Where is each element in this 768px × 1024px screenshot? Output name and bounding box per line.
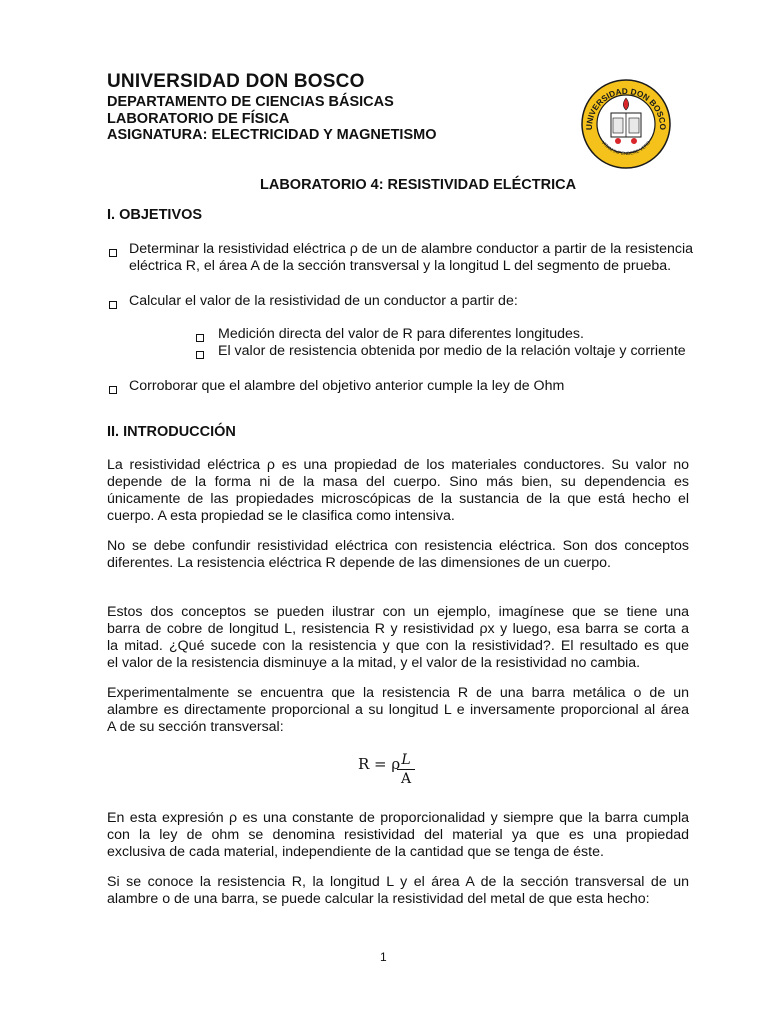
intro-p1-line: cuerpo. A esta propiedad se le clasifica como intensiva.	[107, 508, 455, 524]
formula-lhs: R = ρ	[358, 755, 401, 773]
intro-p5-line: con la ley de ohm se denomina resistividad del material ya que es una propiedad	[107, 827, 689, 843]
intro-p6-line: Si se conoce la resistencia R, la longitud L y el área A de la sección transversal de un	[107, 874, 689, 890]
bullet-square-icon	[196, 334, 204, 342]
intro-p1-line: La resistividad eléctrica ρ es una propiedad de los materiales conductores. Su valor no	[107, 457, 689, 473]
subject-name: ASIGNATURA: ELECTRICIDAD Y MAGNETISMO	[107, 127, 437, 143]
formula-numerator: L	[401, 752, 411, 768]
logo-text-top: UNIVERSIDAD DON BOSCO	[583, 85, 669, 131]
intro-p2-line: diferentes. La resistencia eléctrica R depende de las dimensiones de un cuerpo.	[107, 555, 611, 571]
university-logo	[580, 78, 672, 170]
intro-p5-line: En esta expresión ρ es una constante de proporcionalidad y siempre que la barra cumpla	[107, 810, 689, 826]
intro-p6-line: alambre o de una barra, se puede calcular la resistividad del metal de que esta hecho:	[107, 891, 650, 907]
department-name: DEPARTAMENTO DE CIENCIAS BÁSICAS	[107, 94, 394, 110]
intro-p3-line: Estos dos conceptos se pueden ilustrar con un ejemplo, imagínese que se tiene una	[107, 604, 689, 620]
objective-3: Corroborar que el alambre del objetivo anterior cumple la ley de Ohm	[129, 378, 565, 394]
bullet-square-icon	[109, 386, 117, 394]
lab-name: LABORATORIO DE FÍSICA	[107, 111, 290, 127]
bullet-square-icon	[109, 249, 117, 257]
objective-2-sub-2: El valor de resistencia obtenida por medio de la relación voltaje y corriente	[218, 343, 686, 359]
objectives-heading: I. OBJETIVOS	[107, 207, 203, 223]
objective-1-line-2: eléctrica R, el área A de la sección transversal y la longitud L del segmento de prueba.	[129, 258, 672, 274]
formula-fraction	[397, 752, 415, 787]
intro-p1-line: únicamente de las propiedades microscópicas de la sustancia de la que está hecho el	[107, 491, 689, 507]
objective-1-line-1: Determinar la resistividad eléctrica ρ de un de alambre conductor a partir de la resistencia	[129, 241, 694, 257]
bullet-square-icon	[109, 301, 117, 309]
logo-motto: VITAM IMPENDERE VERO	[600, 139, 652, 157]
intro-p4-line: A de su sección transversal:	[107, 719, 284, 735]
objective-2-sub-1: Medición directa del valor de R para diferentes longitudes.	[218, 326, 584, 342]
bullet-square-icon	[196, 351, 204, 359]
lab-title: LABORATORIO 4: RESISTIVIDAD ELÉCTRICA	[260, 177, 577, 193]
intro-p3-line: barra de cobre de longitud L, resistencia R y resistividad ρx y luego, esa barra se corta a	[107, 621, 689, 637]
intro-p1-line: depende de la forma ni de la masa del cuerpo. Sino más bien, su dependencia es	[107, 474, 689, 490]
introduction-heading: II. INTRODUCCIÓN	[107, 424, 236, 440]
intro-p3-line: el valor de la resistencia disminuye a la mitad, y el valor de la resistividad no cambia.	[107, 655, 641, 671]
intro-p5-line: exclusiva de cada material, independiente de la cantidad que se tenga de éste.	[107, 844, 604, 860]
intro-p4-line: Experimentalmente se encuentra que la resistencia R de una barra metálica o de un	[107, 685, 689, 701]
university-name: UNIVERSIDAD DON BOSCO	[107, 71, 365, 92]
page-number: 1	[380, 950, 387, 964]
objective-2: Calcular el valor de la resistividad de un conductor a partir de:	[129, 293, 518, 309]
formula-denominator: A	[400, 771, 412, 787]
intro-p4-line: alambre es directamente proporcional a su longitud L e inversamente proporcional al área	[107, 702, 689, 718]
intro-p2-line: No se debe confundir resistividad eléctrica con resistencia eléctrica. Son dos conceptos	[107, 538, 689, 554]
intro-p3-line: la mitad. ¿Qué sucede con la resistencia y que con la resistividad?. El resultado es que	[107, 638, 689, 654]
fraction-bar	[397, 769, 415, 770]
